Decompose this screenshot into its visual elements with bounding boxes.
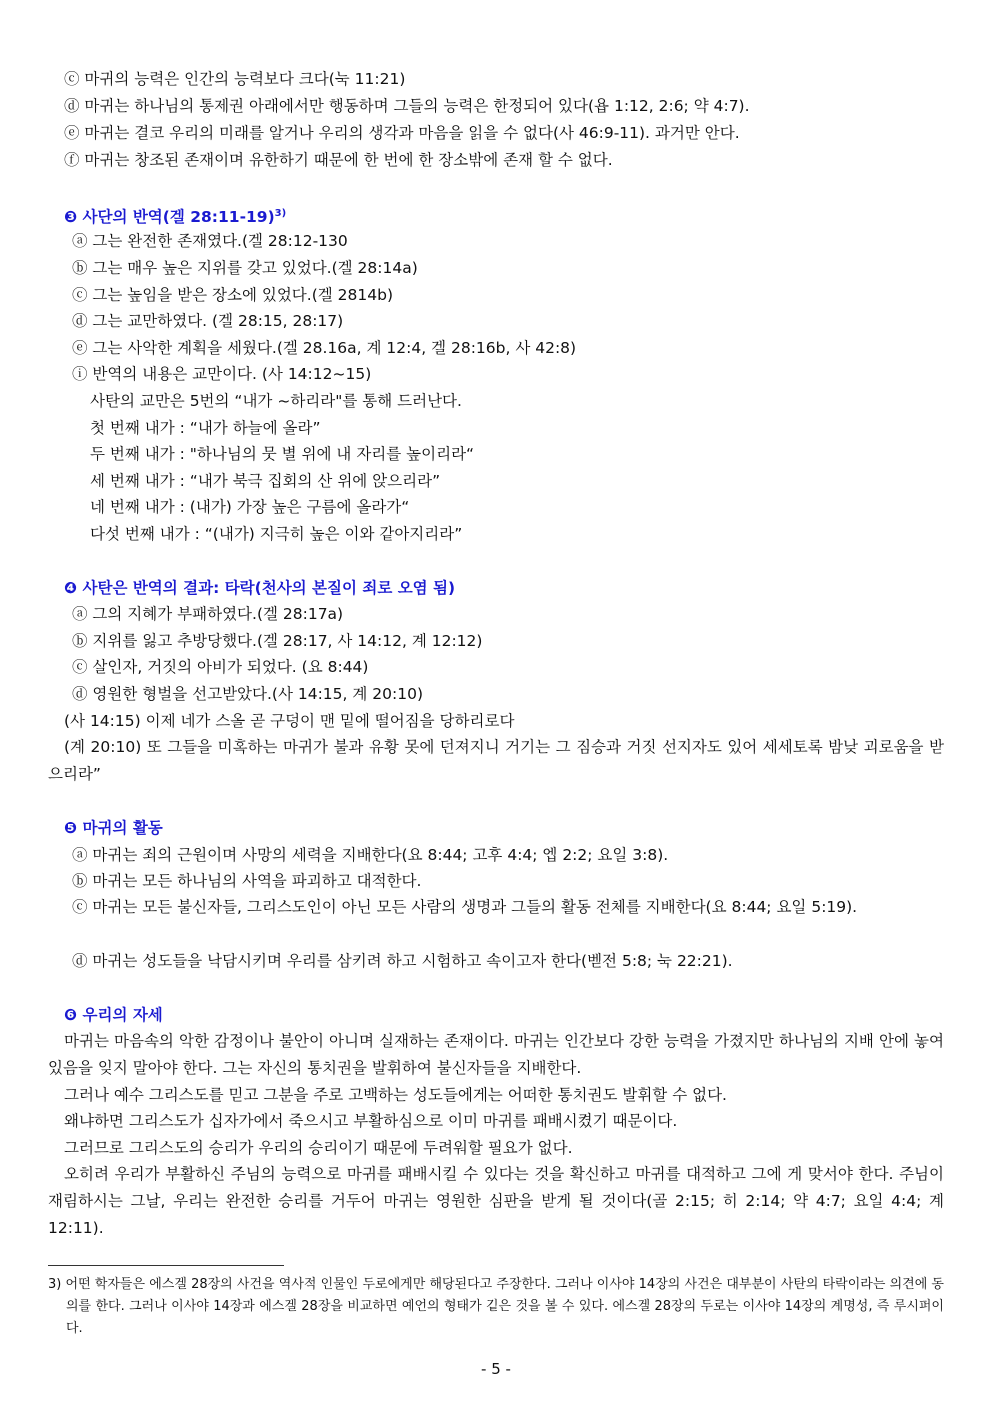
list-item: ⓒ 마귀의 능력은 인간의 능력보다 크다(눅 11:21) — [64, 70, 406, 88]
sub-line: 첫 번째 내가 : “내가 하늘에 올라” — [90, 419, 321, 437]
list-item: ⓓ 영원한 형벌을 선고받았다.(사 14:15, 계 20:10) — [72, 685, 423, 703]
list-item: ⓐ 그는 완전한 존재였다.(겔 28:12-130 — [72, 232, 348, 250]
footnote — [48, 1274, 944, 1340]
list-item: ⓓ 마귀는 성도들을 낙담시키며 우리를 삼키려 하고 시험하고 속이고자 한다(벧전 5:8; 눅 22:21). — [72, 952, 733, 970]
list-item: ⓓ 그는 교만하였다. (겔 28:15, 28:17) — [72, 312, 344, 330]
list-item: ⓑ 마귀는 모든 하나님의 사역을 파괴하고 대적한다. — [72, 872, 422, 890]
list-item: ⓒ 그는 높임을 받은 장소에 있었다.(겔 2814b) — [72, 286, 393, 304]
section-heading: ❺ 마귀의 활동 — [64, 819, 163, 837]
sub-line: 사탄의 교만은 5번의 “내가 ~하리라"를 통해 드러난다. — [90, 392, 462, 410]
list-item: ⓘ 반역의 내용은 교만이다. (사 14:12~15) — [72, 365, 372, 383]
section-heading-text: ❸ 사단의 반역(겔 28:11-19) — [64, 208, 275, 227]
sub-line: 두 번째 내가 : "하나님의 뭇 별 위에 내 자리를 높이리라“ — [90, 445, 475, 463]
footnote-text: 3) 어떤 학자들은 에스겔 28장의 사건을 역사적 인물인 두로에게만 해당된다고 주장한다. 그러나 이사야 14장의 사건은 대부분이 사탄의 타락이라는 의견에 동의를 한다. 그러나 이사야 14장과 에스겔 28장을 비교하면 예언의 형태가 깉은 것을 볼 수 있다. 에스겔 28장의 두로는 이사야 14장의 계명성, 즉 루시퍼이다. — [48, 1277, 944, 1336]
section-heading: ❻ 우리의 자세 — [64, 1006, 163, 1024]
paragraph: 마귀는 마음속의 악한 감정이나 불안이 아니며 실재하는 존재이다. 마귀는 인간보다 강한 능력을 가졌지만 하나님의 지배 안에 놓여 있음을 잊지 말아야 한다. 그는 자신의 통치권을 발휘하여 불신자들을 지배한다. — [48, 1032, 944, 1077]
scripture-quote: (계 20:10) 또 그들을 미혹하는 마귀가 불과 유황 못에 던져지니 거기는 그 짐승과 거짓 선지자도 있어 세세토록 밤낮 괴로움을 받으리라” — [48, 738, 944, 783]
scripture-quote: (사 14:15) 이제 네가 스올 곧 구덩이 맨 밑에 떨어짐을 당하리로다 — [64, 712, 515, 730]
footnote-ref[interactable]: 3) — [274, 208, 287, 219]
list-item: ⓐ 그의 지혜가 부패하였다.(겔 28:17a) — [72, 605, 344, 623]
section-heading: ❹ 사탄은 반역의 결과: 타락(천사의 본질이 죄로 오염 됨) — [64, 579, 456, 597]
list-item: ⓒ 마귀는 모든 불신자들, 그리스도인이 아닌 모든 사람의 생명과 그들의 활동 전체를 지배한다(요 8:44; 요일 5:19). — [72, 898, 858, 916]
list-item: ⓐ 마귀는 죄의 근원이며 사망의 세력을 지배한다(요 8:44; 고후 4:4; 엡 2:2; 요일 3:8). — [72, 846, 669, 864]
paragraph: 그러므로 그리스도의 승리가 우리의 승리이기 때문에 두려워할 필요가 없다. — [64, 1139, 573, 1157]
paragraph: 왜냐하면 그리스도가 십자가에서 죽으시고 부활하심으로 이미 마귀를 패배시켰기 때문이다. — [64, 1112, 678, 1130]
list-item: ⓕ 마귀는 창조된 존재이며 유한하기 때문에 한 번에 한 장소밖에 존재 할 수 없다. — [64, 151, 613, 169]
sub-line: 다섯 번째 내가 : “(내가) 지극히 높은 이와 같아지리라” — [90, 525, 463, 543]
footnote-divider — [48, 1265, 284, 1266]
paragraph: 그러나 예수 그리스도를 믿고 그분을 주로 고백하는 성도들에게는 어떠한 통치권도 발휘할 수 없다. — [64, 1086, 727, 1104]
list-item: ⓔ 마귀는 결코 우리의 미래를 알거나 우리의 생각과 마음을 읽을 수 없다(사 46:9-11). 과거만 안다. — [64, 124, 740, 142]
list-item: ⓓ 마귀는 하나님의 통제권 아래에서만 행동하며 그들의 능력은 한정되어 있다(욥 1:12, 2:6; 약 4:7). — [64, 97, 750, 115]
list-item: ⓑ 그는 매우 높은 지위를 갖고 있었다.(겔 28:14a) — [72, 259, 418, 277]
sub-line: 세 번째 내가 : “내가 북극 집회의 산 위에 앉으리라” — [90, 472, 441, 490]
list-item: ⓑ 지위를 잃고 추방당했다.(겔 28:17, 사 14:12, 계 12:12) — [72, 632, 483, 650]
paragraph: 오히려 우리가 부활하신 주님의 능력으로 마귀를 패배시킬 수 있다는 것을 확신하고 마귀를 대적하고 그에 게 맞서야 한다. 주님이 재림하시는 그날, 우리는 완전한 승리를 거두어 마귀는 영원한 심판을 받게 될 것이다(골 2:15; 히 2:14; 약 4:7; 요일 4:4; 계12:11). — [48, 1165, 944, 1237]
list-item: ⓔ 그는 사악한 계획을 세웠다.(겔 28.16a, 계 12:4, 겔 28:16b, 사 42:8) — [72, 339, 577, 357]
sub-line: 네 번째 내가 : (내가) 가장 높은 구름에 올라가“ — [90, 498, 410, 516]
page-number: - 5 - — [481, 1360, 511, 1378]
list-item: ⓒ 살인자, 거짓의 아비가 되었다. (요 8:44) — [72, 658, 369, 676]
section-heading — [64, 204, 286, 227]
